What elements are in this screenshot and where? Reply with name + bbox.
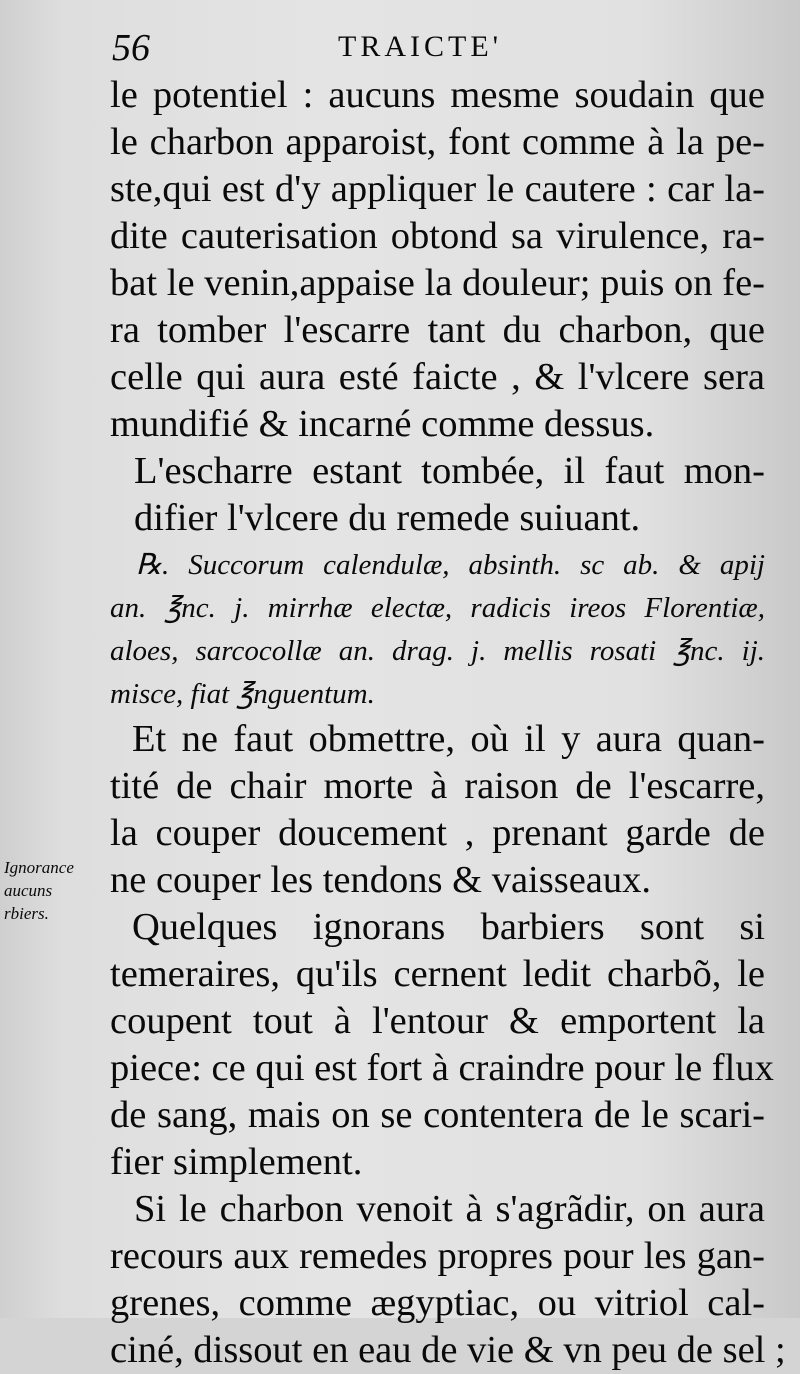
- text-line: temeraires, qu'ils cernent ledit charbõ, le: [110, 953, 765, 995]
- text-line: piece: ce qui est fort à craindre pour le flux: [110, 1047, 774, 1089]
- paragraph-3: [110, 716, 765, 904]
- recipe-block: [110, 544, 765, 716]
- text-line: ne couper les tendons & vaisseaux.: [110, 859, 651, 901]
- text-line: le charbon apparoist, font comme à la pe-: [110, 121, 765, 163]
- page-number: 56: [112, 27, 150, 69]
- text-line: ra tomber l'escarre tant du charbon, que: [110, 309, 765, 351]
- body-text: [110, 72, 786, 1374]
- recipe-line: an. ℥nc. j. mirrhæ electæ, radicis ireos Florentiæ,: [110, 592, 765, 624]
- recipe-line: ℞. Succorum calendulæ, absinth. sc ab. & apij: [136, 549, 765, 581]
- text-line: bat le venin,appaise la douleur; puis on fe-: [110, 262, 765, 304]
- text-line: Si le charbon venoit à s'agrãdir, on aura: [134, 1188, 765, 1230]
- text-line: difier l'vlcere du remede suiuant.: [134, 497, 641, 539]
- text-line: mundifié & incarné comme dessus.: [110, 403, 655, 445]
- text-line: recours aux remedes propres pour les gan-: [110, 1235, 765, 1277]
- text-line: dite cauterisation obtond sa virulence, ra-: [110, 215, 765, 257]
- paragraph-4: [110, 904, 774, 1186]
- margin-note: [4, 856, 114, 925]
- paragraph-2: [110, 448, 765, 542]
- text-line: la couper doucement , prenant garde de: [110, 812, 765, 854]
- margin-note-line: rbiers.: [4, 904, 49, 923]
- text-line: tité de chair morte à raison de l'escarre,: [110, 765, 765, 807]
- text-line: le potentiel : aucuns mesme soudain que: [110, 74, 765, 116]
- text-line: de sang, mais on se contentera de le scari-: [110, 1094, 765, 1136]
- text-line: L'escharre estant tombée, il faut mon-: [134, 450, 765, 492]
- recipe-line: aloes, sarcocollæ an. drag. j. mellis rosati ℥nc. ij.: [110, 635, 765, 667]
- text-line: ciné, dissout en eau de vie & vn peu de sel ;: [110, 1329, 786, 1371]
- running-head: [0, 22, 800, 72]
- paragraph-5: [110, 1186, 786, 1374]
- text-line: ste,qui est d'y appliquer le cautere : car la-: [110, 168, 765, 210]
- text-line: Et ne faut obmettre, où il y aura quan-: [132, 718, 765, 760]
- recipe-line: misce, fiat ℥nguentum.: [110, 678, 375, 710]
- text-line: coupent tout à l'entour & emportent la: [110, 1000, 765, 1042]
- margin-note-line: aucuns: [4, 881, 53, 900]
- paragraph-1: [110, 72, 765, 448]
- text-line: Quelques ignorans barbiers sont si: [132, 906, 765, 948]
- text-line: celle qui aura esté faicte , & l'vlcere sera: [110, 356, 765, 398]
- margin-note-line: Ignorance: [4, 858, 74, 877]
- text-line: fier simplement.: [110, 1141, 363, 1183]
- text-line: grenes, comme ægyptiac, ou vitriol cal-: [110, 1282, 765, 1324]
- running-title: TRAICTE': [338, 30, 503, 63]
